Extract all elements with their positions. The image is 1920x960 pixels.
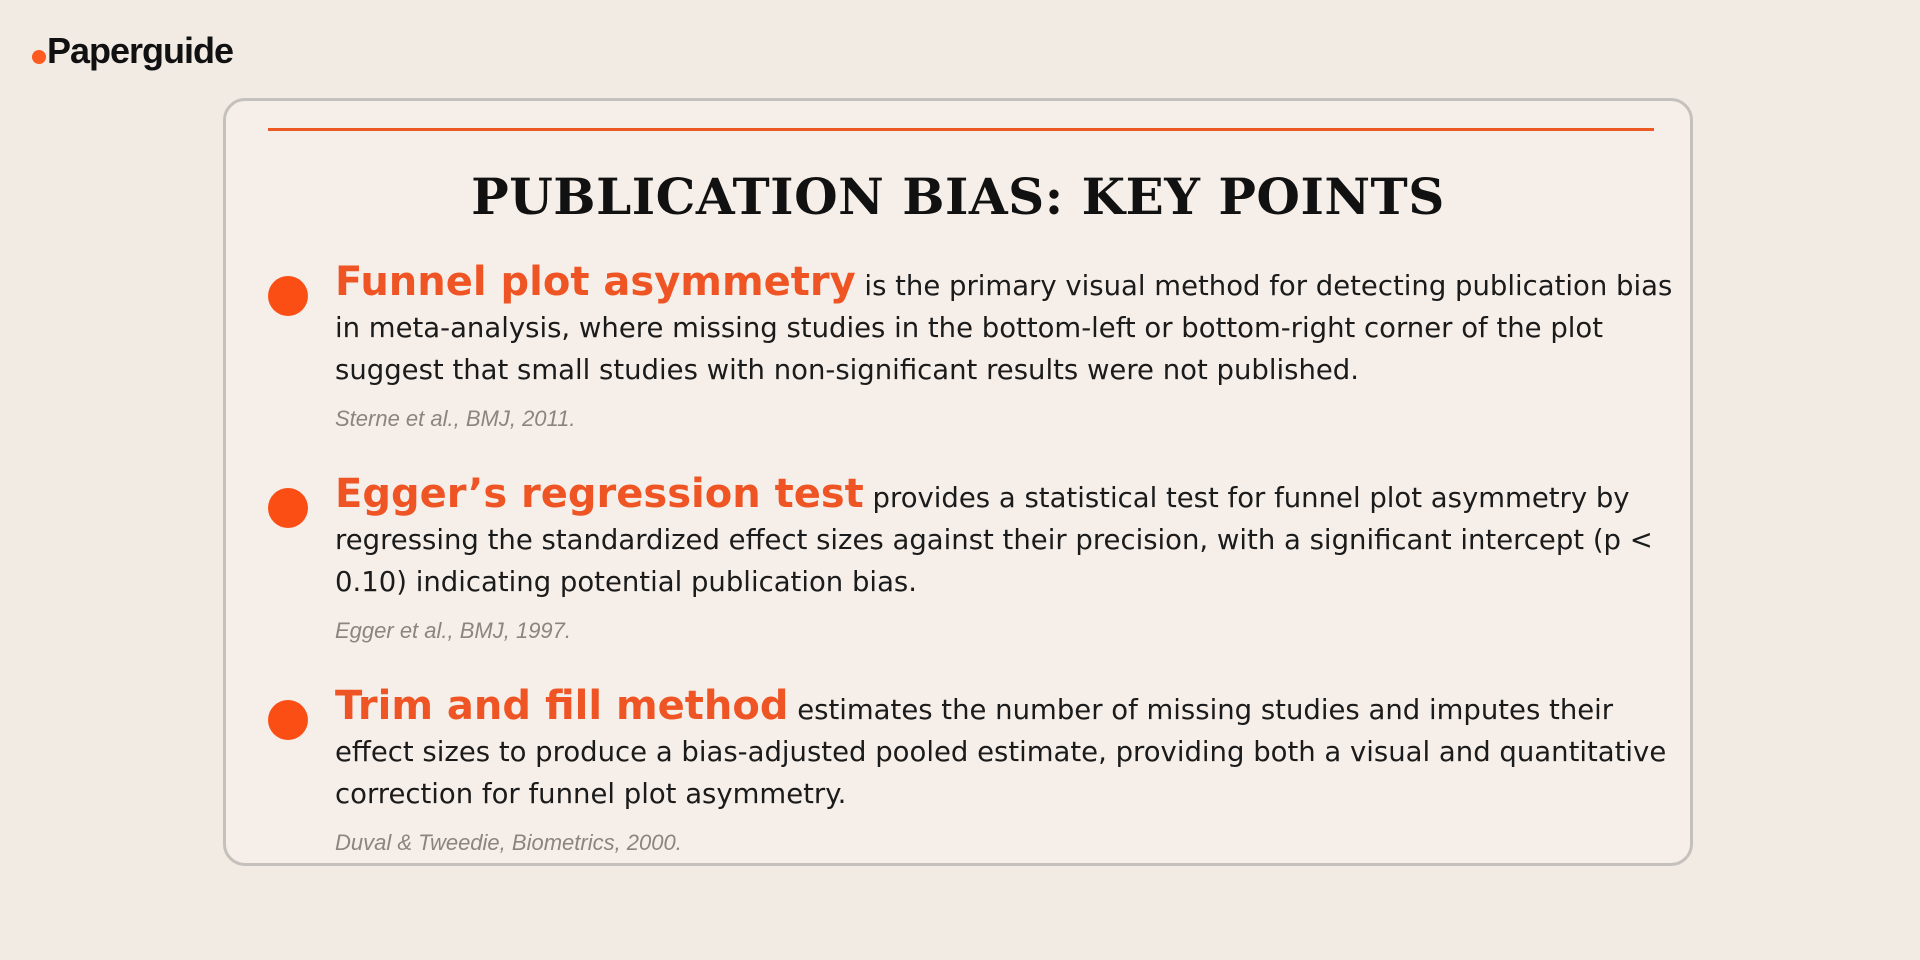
point-term: Trim and fill method bbox=[335, 683, 789, 729]
bullet-dot-icon bbox=[268, 700, 308, 740]
bullet-dot-icon bbox=[268, 276, 308, 316]
logo-dot-icon bbox=[32, 50, 46, 64]
key-points-card bbox=[223, 98, 1693, 866]
brand-logo bbox=[32, 30, 233, 72]
point-term: Egger’s regression test bbox=[335, 471, 864, 517]
point-text bbox=[335, 473, 1675, 603]
bullet-dot-icon bbox=[268, 488, 308, 528]
point-description: estimates the number of missing studies and imputes their effect sizes to produce a bias-adjusted pooled estimate, providing both a visual and quantitative correction for funnel plot asymmetry. bbox=[335, 694, 1667, 810]
brand-name: Paperguide bbox=[47, 30, 234, 71]
point-text bbox=[335, 685, 1675, 815]
point-term: Funnel plot asymmetry bbox=[335, 259, 856, 305]
accent-rule bbox=[268, 128, 1654, 131]
point-citation: Egger et al., BMJ, 1997. bbox=[335, 618, 572, 643]
card-title: PUBLICATION BIAS: KEY POINTS bbox=[471, 167, 1445, 226]
point-text bbox=[335, 261, 1675, 391]
point-citation: Duval & Tweedie, Biometrics, 2000. bbox=[335, 830, 682, 855]
point-description: provides a statistical test for funnel plot asymmetry by regressing the standardized effect sizes against their precision, with a significant intercept (p < 0.10) indicating potential publication bias. bbox=[335, 482, 1653, 598]
point-description: is the primary visual method for detecting publication bias in meta-analysis, where missing studies in the bottom-left or bottom-right corner of the plot suggest that small studies with non-significant results were not published. bbox=[335, 270, 1673, 386]
point-citation: Sterne et al., BMJ, 2011. bbox=[335, 406, 576, 431]
